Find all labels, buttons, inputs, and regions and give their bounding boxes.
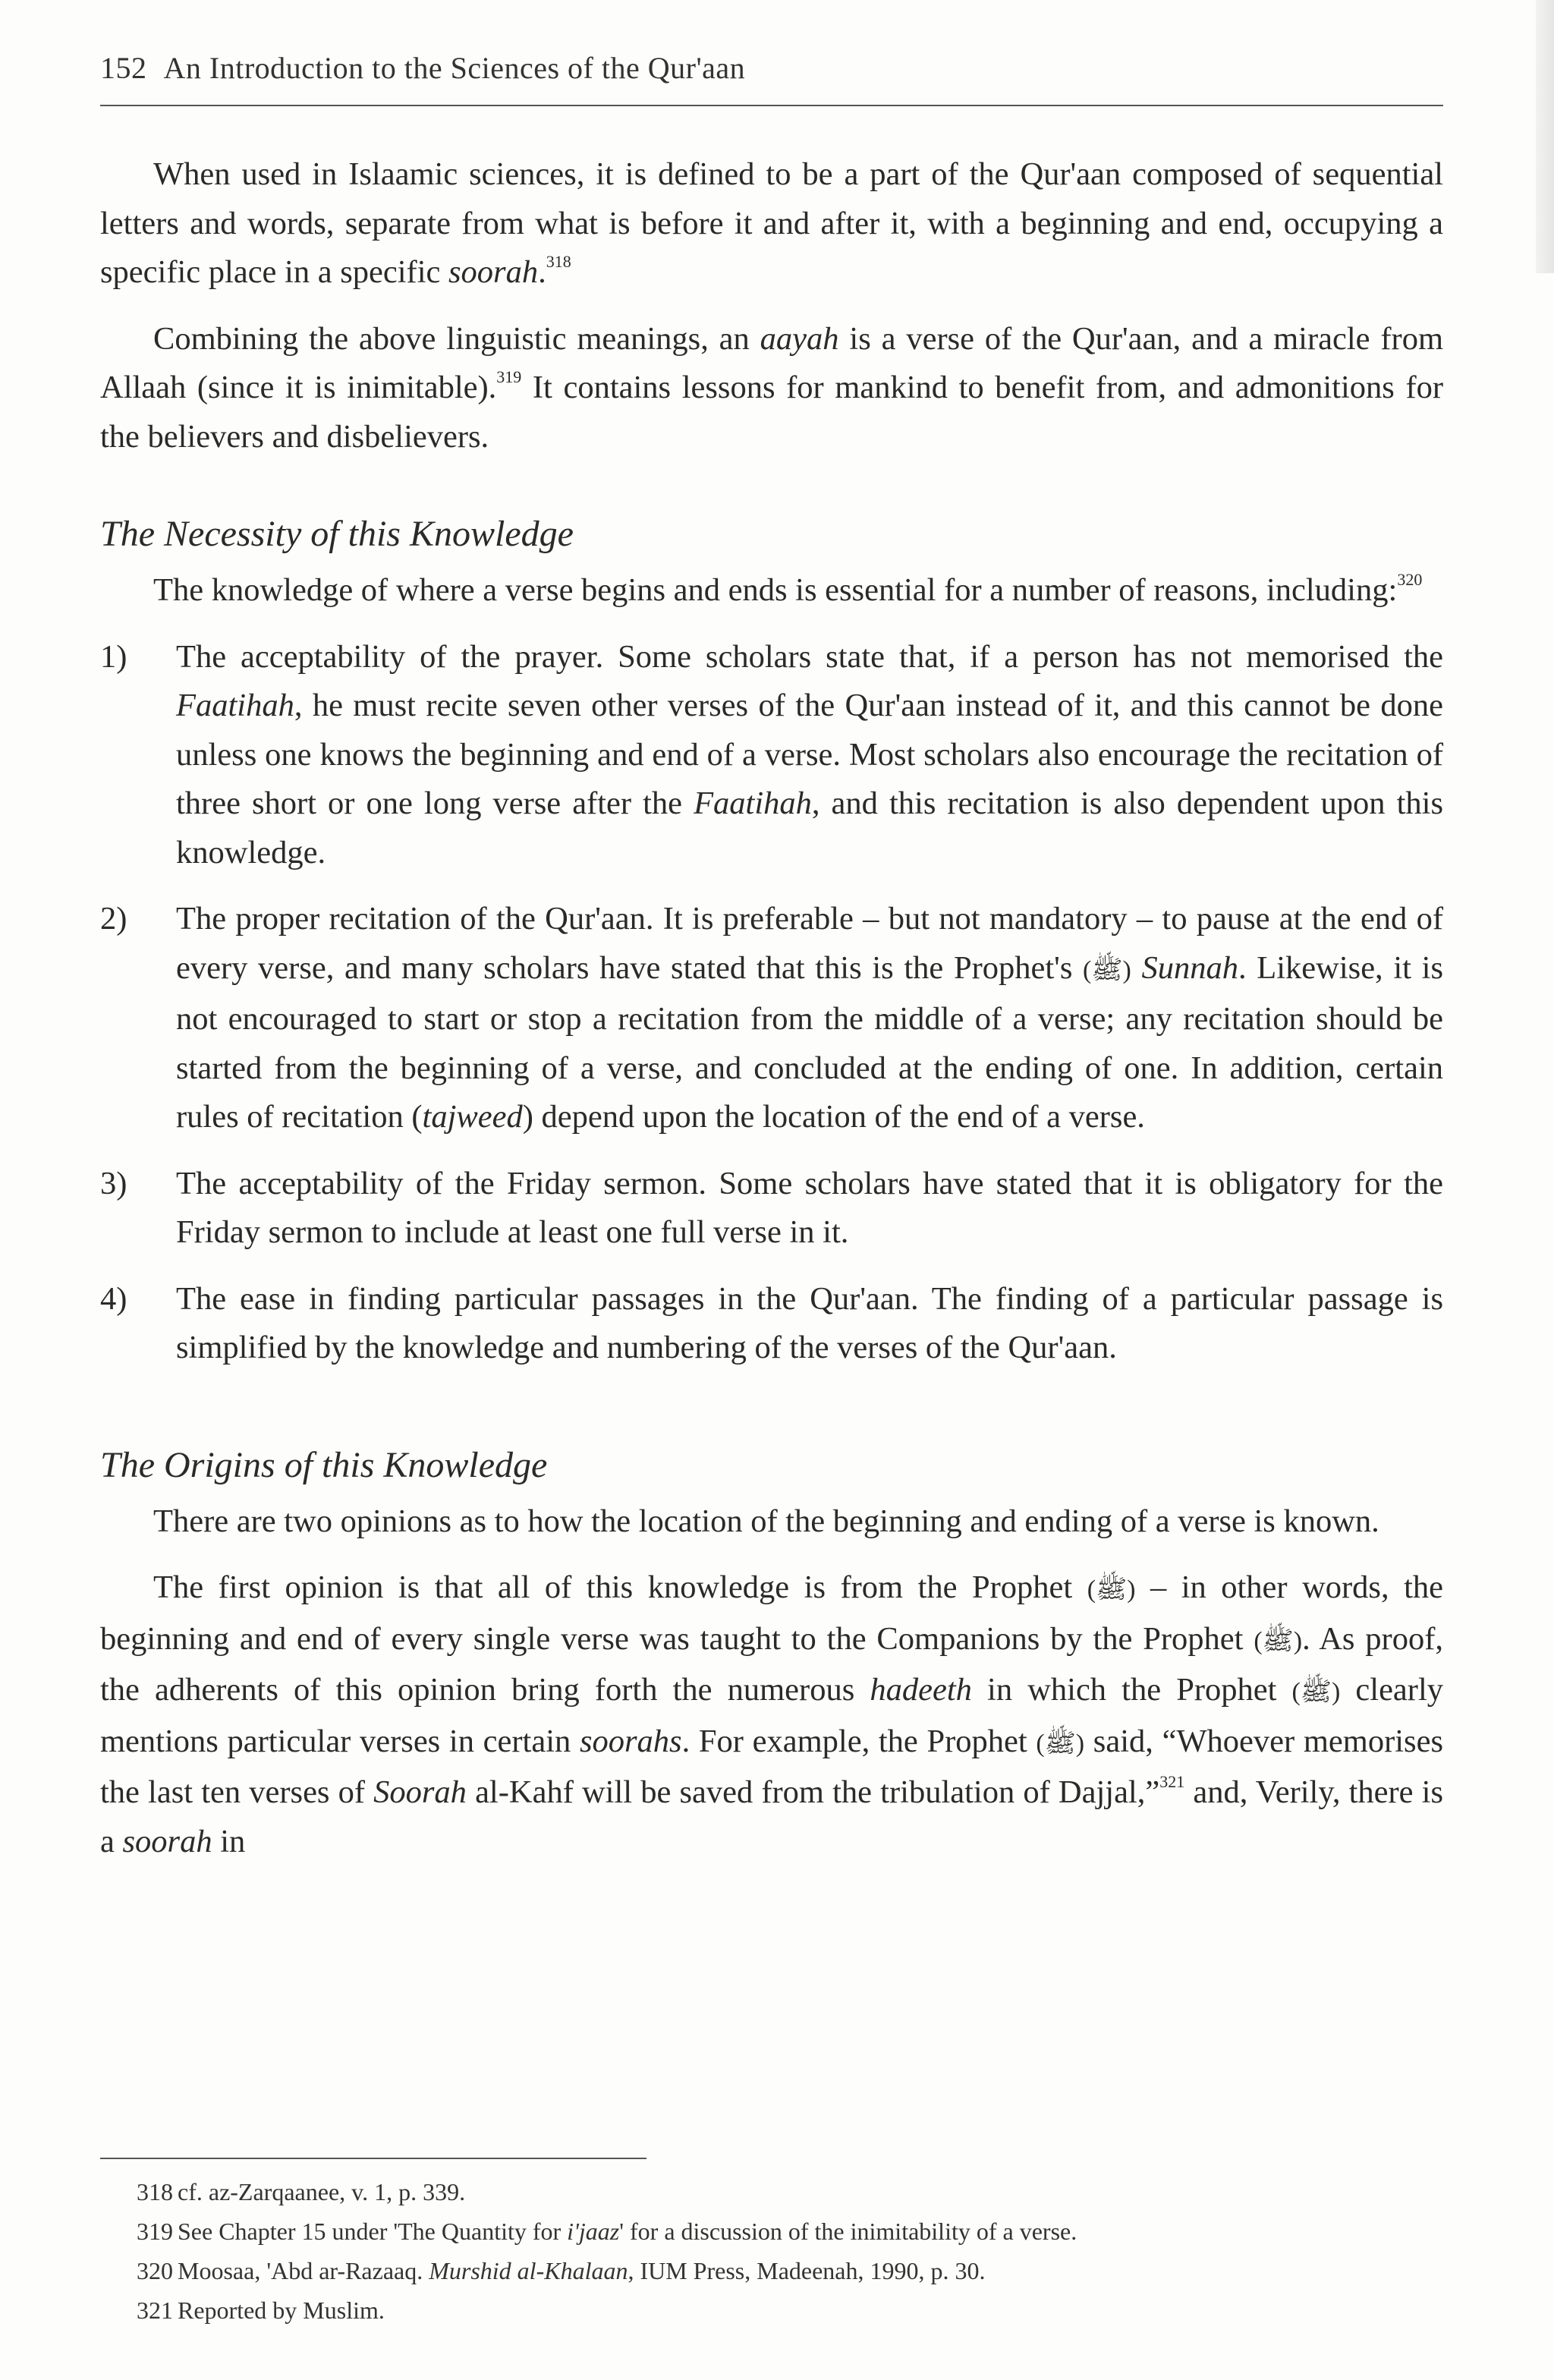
paragraph-combining: Combining the above linguistic meanings, an aayah is a verse of the Qur'aan, and a miracle from Allaah (since it is inimitable).$^{319}$ It contains lessons for mankind to benefit from, and admonitions for the believers and disbelievers. [100, 320, 1444, 455]
footnote: 321 Reported by Muslim. [137, 2297, 385, 2324]
page-edge-shadow [1536, 0, 1554, 273]
section-heading-origins: The Origins of this Knowledge [100, 1444, 548, 1485]
list-item-number: 3) [100, 1165, 127, 1201]
footnote-ref: 319 [496, 367, 522, 386]
footnote-number: 319 [137, 2218, 173, 2245]
paragraph-first-opinion: The first opinion is that all of this knowledge is from the Prophet (ﷺ) – in other words, the beginning and end of every single verse was taught to the Companions by the Prophet (ﷺ). As proof, the adherents of this opinion bring forth the numerous hadeeth in which the Prophet (ﷺ) clearly mentions particular verses in certain soorahs. For example, the Prophet (ﷺ) said, “Whoever memorises the last ten verses of Soorah al-Kahf will be saved from the tribulation of Dajjal,”$^{321}$ and, Verily, there is a soorah in [100, 1569, 1444, 1859]
list-item: 2) The proper recitation of the Qur'aan. It is preferable – but not mandatory – to pause at the end of every verse, and many scholars have stated that this is the Prophet's (ﷺ) Sunnah. Likewise, it is not encouraged to start or stop a recitation from the middle of a verse; any recitation should be started from the beginning of a verse, and concluded at the ending of one. In addition, certain rules of recitation (tajweed) depend upon the location of the end of a verse. [100, 895, 1443, 1142]
footnote-rule [100, 2158, 646, 2159]
book-title: An Introduction to the Sciences of the Qur'aan [163, 51, 746, 85]
honorific-glyph: (ﷺ) [1291, 1678, 1341, 1706]
reasons-list [100, 633, 1443, 1373]
page-number: 152 [100, 51, 147, 85]
list-item-number: 2) [100, 901, 127, 937]
footnote-number: 321 [137, 2297, 173, 2324]
list-item-number: 4) [100, 1280, 127, 1317]
honorific-glyph: (ﷺ) [1036, 1729, 1085, 1758]
footnote-number: 318 [137, 2178, 173, 2205]
footnote: 319 See Chapter 15 under 'The Quantity for i'jaaz' for a discussion of the inimitability of a verse. [137, 2218, 1077, 2245]
header-rule [100, 105, 1443, 106]
list-item: 4) The ease in finding particular passages in the Qur'aan. The finding of a particular passage is simplified by the knowledge and numbering of the verses of the Qur'aan. [100, 1275, 1443, 1373]
honorific-glyph: (ﷺ) [1087, 1576, 1136, 1604]
paragraph-definition: When used in Islaamic sciences, it is defined to be a part of the Qur'aan composed of sequential letters and words, separate from what is before it and after it, with a beginning and end, occupying a specific place in a specific soorah.$^{318}$ [100, 156, 1443, 290]
list-item: 3) The acceptability of the Friday sermon. Some scholars have stated that it is obligatory for the Friday sermon to include at least one full verse in it. [100, 1160, 1443, 1258]
paragraph-origins-intro: There are two opinions as to how the location of the beginning and ending of a verse is known. [153, 1503, 1379, 1539]
footnote: 318 cf. az-Zarqaanee, v. 1, p. 339. [137, 2178, 466, 2205]
honorific-glyph: (ﷺ) [1083, 955, 1131, 984]
running-head [100, 50, 1443, 86]
list-item: 1) The acceptability of the prayer. Some scholars state that, if a person has not memorised the Faatihah, he must recite seven other verses of the Qur'aan instead of it, and this cannot be done unless one knows the beginning and end of a verse. Most scholars also encourage the recitation of three short or one long verse after the Faatihah, and this recitation is also dependent upon this knowledge. [100, 633, 1443, 878]
footnote-number: 320 [137, 2257, 173, 2284]
footnotes [137, 2177, 1427, 2334]
footnote: 320 Moosaa, 'Abd ar-Razaaq. Murshid al-Khalaan, IUM Press, Madeenah, 1990, p. 30. [137, 2257, 986, 2284]
page-body [100, 150, 1443, 1866]
paragraph-necessity-intro: The knowledge of where a verse begins and ends is essential for a number of reasons, including:$^{320}$ [153, 570, 1423, 608]
footnote-ref: 321 [1159, 1772, 1185, 1791]
footnote-ref: 320 [1397, 570, 1423, 589]
honorific-glyph: (ﷺ) [1254, 1626, 1303, 1655]
section-heading-necessity: The Necessity of this Knowledge [100, 514, 574, 554]
list-item-number: 1) [100, 638, 127, 675]
footnote-ref: 318 [546, 252, 571, 271]
